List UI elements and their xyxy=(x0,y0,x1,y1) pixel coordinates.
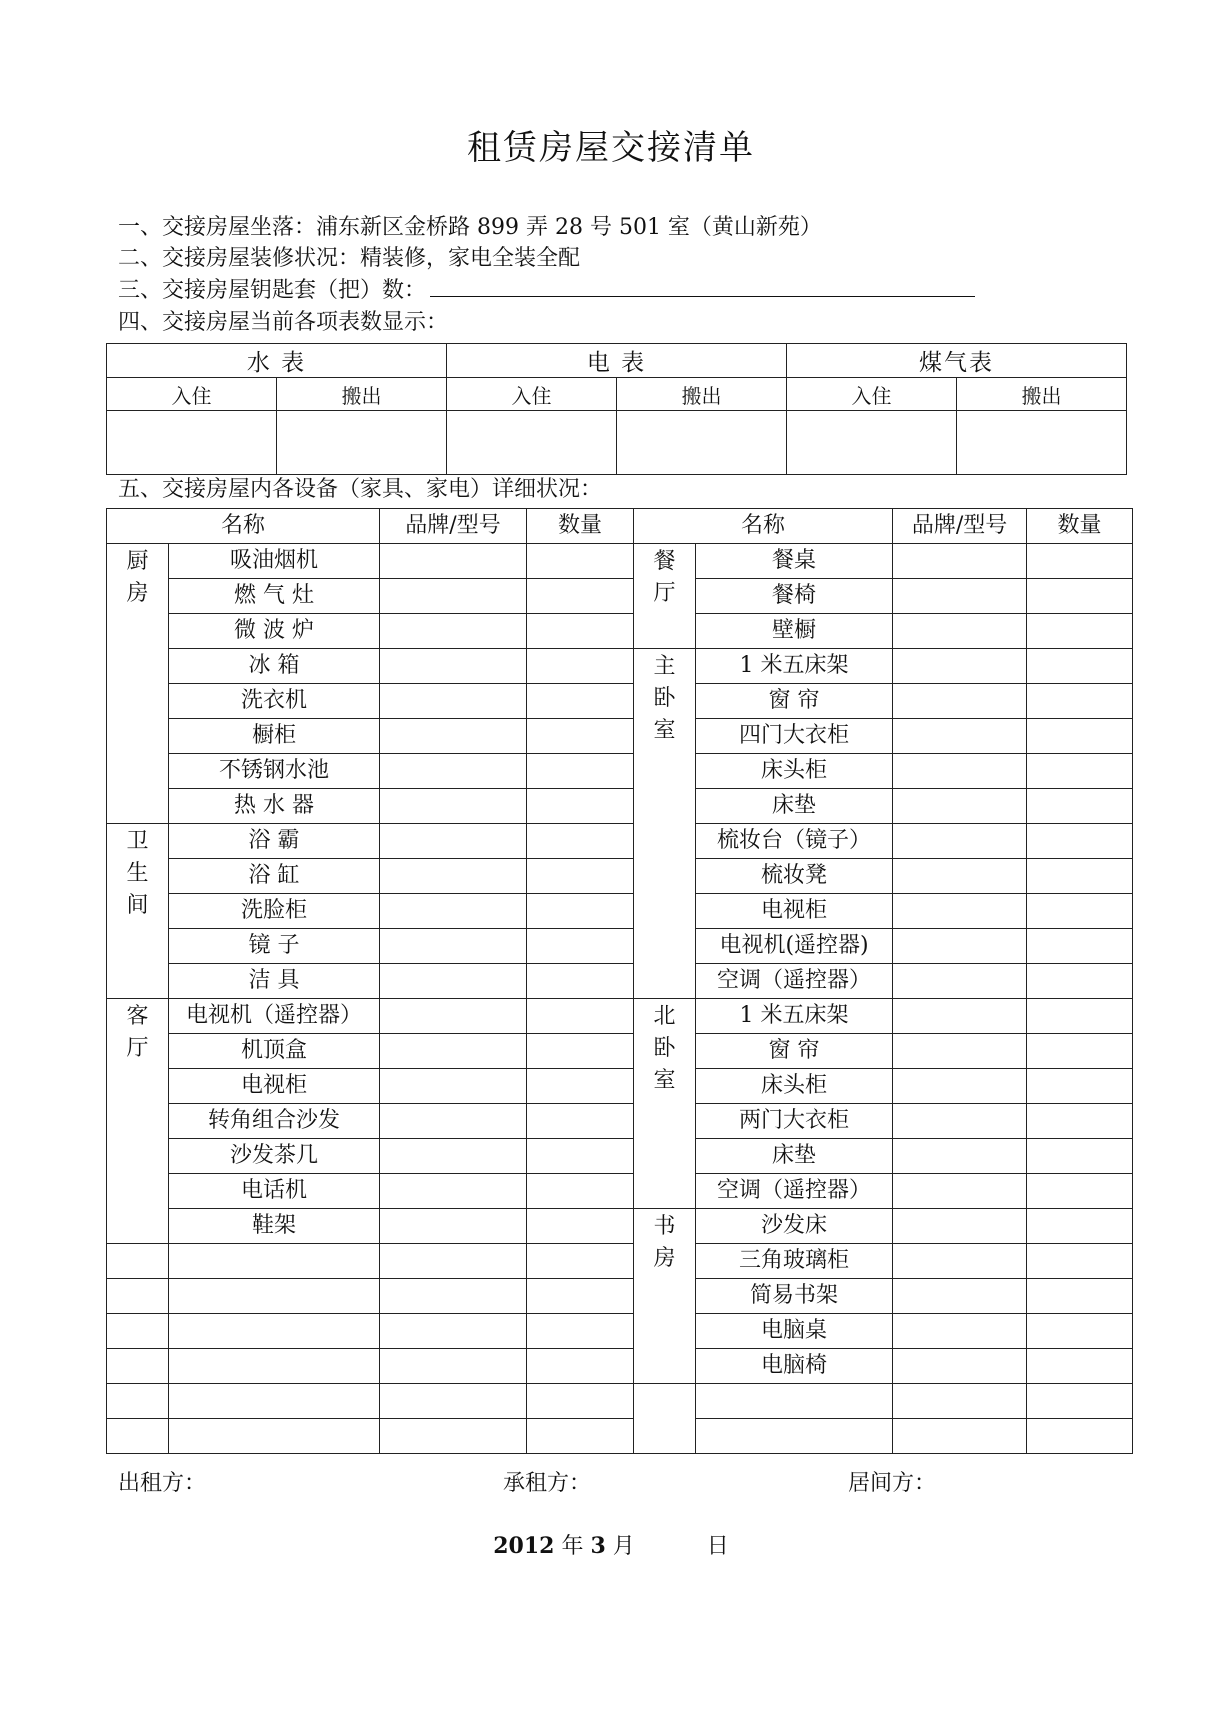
water-move-in-cell[interactable] xyxy=(107,411,277,475)
quantity-cell[interactable] xyxy=(527,1349,634,1384)
quantity-cell[interactable] xyxy=(1027,1034,1133,1069)
item-name-cell: 镜 子 xyxy=(169,929,380,964)
date-year-label: 年 xyxy=(561,1534,584,1559)
table-row xyxy=(107,544,1133,579)
gas-move-out-cell[interactable] xyxy=(957,411,1127,475)
quantity-cell[interactable] xyxy=(527,1069,634,1104)
room-category-cell[interactable] xyxy=(634,1384,696,1454)
room-category-cell[interactable] xyxy=(107,1349,169,1384)
item-name-cell: 机顶盒 xyxy=(169,1034,380,1069)
brand-model-cell[interactable] xyxy=(893,1139,1027,1174)
gas-move-in-cell[interactable] xyxy=(787,411,957,475)
quantity-cell[interactable] xyxy=(527,544,634,579)
section-keys-label: 三、交接房屋钥匙套（把）数： xyxy=(118,278,427,303)
brand-model-cell[interactable] xyxy=(893,1174,1027,1209)
brand-model-cell[interactable] xyxy=(893,579,1027,614)
brand-model-cell[interactable] xyxy=(893,894,1027,929)
brand-model-cell[interactable] xyxy=(893,1384,1027,1419)
quantity-cell[interactable] xyxy=(1027,1069,1133,1104)
brand-model-cell[interactable] xyxy=(380,719,527,754)
meter-reading-table xyxy=(106,343,1127,475)
item-name-cell: 空调（遥控器） xyxy=(696,964,893,999)
item-name-cell[interactable] xyxy=(169,1279,380,1314)
keys-count-blank[interactable] xyxy=(430,278,975,297)
quantity-cell[interactable] xyxy=(1027,1349,1133,1384)
item-name-cell: 冰 箱 xyxy=(169,649,380,684)
item-name-cell: 梳妆台（镜子） xyxy=(696,824,893,859)
quantity-cell[interactable] xyxy=(1027,614,1133,649)
table-row xyxy=(107,649,1133,684)
agent-signature-label: 居间方： xyxy=(848,1471,937,1496)
quantity-cell[interactable] xyxy=(527,1279,634,1314)
table-row xyxy=(107,1209,1133,1244)
quantity-cell[interactable] xyxy=(1027,1419,1133,1454)
quantity-cell[interactable] xyxy=(527,754,634,789)
brand-model-cell[interactable] xyxy=(893,1279,1027,1314)
quantity-cell[interactable] xyxy=(1027,1174,1133,1209)
quantity-cell[interactable] xyxy=(527,1104,634,1139)
left-brand-header: 品牌/型号 xyxy=(380,509,527,544)
quantity-cell[interactable] xyxy=(527,649,634,684)
quantity-cell[interactable] xyxy=(527,1244,634,1279)
room-category-cell: 主 卧 室 xyxy=(634,649,696,999)
room-category-cell[interactable] xyxy=(107,1314,169,1349)
item-name-cell: 窗 帘 xyxy=(696,684,893,719)
brand-model-cell[interactable] xyxy=(380,1139,527,1174)
brand-model-cell[interactable] xyxy=(893,1104,1027,1139)
brand-model-cell[interactable] xyxy=(893,754,1027,789)
quantity-cell[interactable] xyxy=(527,789,634,824)
water-move-out-label: 搬出 xyxy=(277,378,447,411)
quantity-cell[interactable] xyxy=(527,929,634,964)
item-name-cell: 洁 具 xyxy=(169,964,380,999)
table-row xyxy=(107,614,1133,649)
item-name-cell: 热 水 器 xyxy=(169,789,380,824)
date-day-label: 日 xyxy=(706,1534,729,1559)
item-name-cell[interactable] xyxy=(169,1244,380,1279)
date-year: 2012 xyxy=(493,1533,555,1559)
item-name-cell: 吸油烟机 xyxy=(169,544,380,579)
table-row xyxy=(107,684,1133,719)
item-name-cell: 简易书架 xyxy=(696,1279,893,1314)
quantity-cell[interactable] xyxy=(1027,789,1133,824)
date-month-label: 月 xyxy=(612,1534,635,1559)
electric-move-in-label: 入住 xyxy=(447,378,617,411)
table-row xyxy=(107,999,1133,1034)
quantity-cell[interactable] xyxy=(527,1034,634,1069)
brand-model-cell[interactable] xyxy=(893,719,1027,754)
brand-model-cell[interactable] xyxy=(380,579,527,614)
item-name-cell: 两门大衣柜 xyxy=(696,1104,893,1139)
quantity-cell[interactable] xyxy=(527,1209,634,1244)
brand-model-cell[interactable] xyxy=(893,964,1027,999)
room-category-cell[interactable] xyxy=(107,1419,169,1454)
brand-model-cell[interactable] xyxy=(893,999,1027,1034)
item-name-cell: 床垫 xyxy=(696,1139,893,1174)
item-name-cell: 电话机 xyxy=(169,1174,380,1209)
item-name-cell: 不锈钢水池 xyxy=(169,754,380,789)
table-row xyxy=(107,1034,1133,1069)
quantity-cell[interactable] xyxy=(1027,1139,1133,1174)
item-name-cell: 1 米五床架 xyxy=(696,649,893,684)
item-name-cell: 沙发茶几 xyxy=(169,1139,380,1174)
quantity-cell[interactable] xyxy=(527,614,634,649)
room-category-cell[interactable] xyxy=(107,1244,169,1279)
item-name-cell: 洗衣机 xyxy=(169,684,380,719)
brand-model-cell[interactable] xyxy=(380,999,527,1034)
quantity-cell[interactable] xyxy=(1027,894,1133,929)
brand-model-cell[interactable] xyxy=(380,1104,527,1139)
section-decoration: 二、交接房屋装修状况：精装修，家电全装全配 xyxy=(118,246,581,271)
quantity-cell[interactable] xyxy=(527,719,634,754)
item-name-cell: 燃 气 灶 xyxy=(169,579,380,614)
brand-model-cell[interactable] xyxy=(380,894,527,929)
brand-model-cell[interactable] xyxy=(380,754,527,789)
quantity-cell[interactable] xyxy=(1027,719,1133,754)
quantity-cell[interactable] xyxy=(527,824,634,859)
brand-model-cell[interactable] xyxy=(893,1314,1027,1349)
table-row xyxy=(107,1104,1133,1139)
quantity-cell[interactable] xyxy=(527,964,634,999)
item-name-cell: 电视机（遥控器） xyxy=(169,999,380,1034)
section-meters: 四、交接房屋当前各项表数显示： xyxy=(118,310,449,335)
table-row xyxy=(107,1349,1133,1384)
item-name-cell: 床头柜 xyxy=(696,1069,893,1104)
item-name-cell[interactable] xyxy=(169,1314,380,1349)
quantity-cell[interactable] xyxy=(1027,1279,1133,1314)
quantity-cell[interactable] xyxy=(1027,1209,1133,1244)
gas-move-out-label: 搬出 xyxy=(957,378,1127,411)
table-row xyxy=(107,1139,1133,1174)
brand-model-cell[interactable] xyxy=(380,684,527,719)
water-meter-header: 水 表 xyxy=(107,344,447,378)
table-row xyxy=(107,1384,1133,1419)
quantity-cell[interactable] xyxy=(1027,964,1133,999)
brand-model-cell[interactable] xyxy=(380,1314,527,1349)
table-row xyxy=(107,1174,1133,1209)
quantity-cell[interactable] xyxy=(1027,1314,1133,1349)
item-name-cell: 梳妆凳 xyxy=(696,859,893,894)
room-category-cell: 北 卧 室 xyxy=(634,999,696,1209)
brand-model-cell[interactable] xyxy=(380,1034,527,1069)
quantity-cell[interactable] xyxy=(527,579,634,614)
item-name-cell: 窗 帘 xyxy=(696,1034,893,1069)
quantity-cell[interactable] xyxy=(527,684,634,719)
item-name-cell: 空调（遥控器） xyxy=(696,1174,893,1209)
quantity-cell[interactable] xyxy=(527,1384,634,1419)
item-name-cell: 洗脸柜 xyxy=(169,894,380,929)
table-row xyxy=(107,929,1133,964)
brand-model-cell[interactable] xyxy=(380,544,527,579)
item-name-cell: 鞋架 xyxy=(169,1209,380,1244)
section-keys xyxy=(118,276,975,306)
item-name-cell: 沙发床 xyxy=(696,1209,893,1244)
brand-model-cell[interactable] xyxy=(893,1244,1027,1279)
item-name-cell: 餐桌 xyxy=(696,544,893,579)
item-name-cell: 浴 霸 xyxy=(169,824,380,859)
brand-model-cell[interactable] xyxy=(893,684,1027,719)
brand-model-cell[interactable] xyxy=(380,929,527,964)
water-move-out-cell[interactable] xyxy=(277,411,447,475)
brand-model-cell[interactable] xyxy=(893,859,1027,894)
room-category-cell: 卫 生 间 xyxy=(107,824,169,999)
electric-move-in-cell[interactable] xyxy=(447,411,617,475)
quantity-cell[interactable] xyxy=(1027,824,1133,859)
quantity-cell[interactable] xyxy=(527,1174,634,1209)
brand-model-cell[interactable] xyxy=(893,789,1027,824)
table-row xyxy=(107,579,1133,614)
table-row xyxy=(107,824,1133,859)
item-name-cell: 床头柜 xyxy=(696,754,893,789)
brand-model-cell[interactable] xyxy=(380,1174,527,1209)
item-name-cell: 微 波 炉 xyxy=(169,614,380,649)
brand-model-cell[interactable] xyxy=(380,789,527,824)
quantity-cell[interactable] xyxy=(1027,649,1133,684)
landlord-signature-label: 出租方： xyxy=(118,1471,207,1496)
brand-model-cell[interactable] xyxy=(893,1069,1027,1104)
left-name-header: 名称 xyxy=(107,509,380,544)
quantity-cell[interactable] xyxy=(1027,684,1133,719)
table-row xyxy=(107,859,1133,894)
quantity-cell[interactable] xyxy=(1027,999,1133,1034)
gas-meter-header: 煤气表 xyxy=(787,344,1127,378)
quantity-cell[interactable] xyxy=(527,1314,634,1349)
right-name-header: 名称 xyxy=(634,509,893,544)
brand-model-cell[interactable] xyxy=(893,1349,1027,1384)
brand-model-cell[interactable] xyxy=(893,614,1027,649)
right-qty-header: 数量 xyxy=(1027,509,1133,544)
date-month: 3 xyxy=(590,1533,606,1559)
brand-model-cell[interactable] xyxy=(380,1279,527,1314)
table-row xyxy=(107,1244,1133,1279)
brand-model-cell[interactable] xyxy=(380,1419,527,1454)
equipment-header-row xyxy=(107,509,1133,544)
page-title: 租赁房屋交接清单 xyxy=(467,128,755,168)
electric-move-out-cell[interactable] xyxy=(617,411,787,475)
brand-model-cell[interactable] xyxy=(380,614,527,649)
table-row xyxy=(107,1069,1133,1104)
item-name-cell: 电脑椅 xyxy=(696,1349,893,1384)
quantity-cell[interactable] xyxy=(527,859,634,894)
electric-move-out-label: 搬出 xyxy=(617,378,787,411)
brand-model-cell[interactable] xyxy=(893,649,1027,684)
quantity-cell[interactable] xyxy=(527,894,634,929)
room-category-cell: 餐 厅 xyxy=(634,544,696,649)
brand-model-cell[interactable] xyxy=(380,649,527,684)
item-name-cell[interactable] xyxy=(169,1419,380,1454)
gas-move-in-label: 入住 xyxy=(787,378,957,411)
table-row xyxy=(107,1279,1133,1314)
item-name-cell: 三角玻璃柜 xyxy=(696,1244,893,1279)
item-name-cell: 橱柜 xyxy=(169,719,380,754)
brand-model-cell[interactable] xyxy=(893,824,1027,859)
table-row xyxy=(107,789,1133,824)
table-row xyxy=(107,719,1133,754)
item-name-cell: 餐椅 xyxy=(696,579,893,614)
quantity-cell[interactable] xyxy=(1027,579,1133,614)
table-row xyxy=(107,754,1133,789)
item-name-cell: 壁橱 xyxy=(696,614,893,649)
room-category-cell: 客 厅 xyxy=(107,999,169,1244)
item-name-cell: 床垫 xyxy=(696,789,893,824)
brand-model-cell[interactable] xyxy=(380,1244,527,1279)
right-brand-header: 品牌/型号 xyxy=(893,509,1027,544)
brand-model-cell[interactable] xyxy=(380,1384,527,1419)
room-category-cell[interactable] xyxy=(107,1279,169,1314)
table-row xyxy=(107,1419,1133,1454)
table-row xyxy=(107,1314,1133,1349)
tenant-signature-label: 承租方： xyxy=(503,1471,592,1496)
brand-model-cell[interactable] xyxy=(380,1209,527,1244)
item-name-cell[interactable] xyxy=(696,1384,893,1419)
brand-model-cell[interactable] xyxy=(893,544,1027,579)
room-category-cell: 厨 房 xyxy=(107,544,169,824)
item-name-cell: 转角组合沙发 xyxy=(169,1104,380,1139)
quantity-cell[interactable] xyxy=(1027,859,1133,894)
section-location: 一、交接房屋坐落：浦东新区金桥路 899 弄 28 号 501 室（黄山新苑） xyxy=(118,215,822,240)
quantity-cell[interactable] xyxy=(1027,1104,1133,1139)
brand-model-cell[interactable] xyxy=(893,1209,1027,1244)
quantity-cell[interactable] xyxy=(1027,754,1133,789)
left-qty-header: 数量 xyxy=(527,509,634,544)
item-name-cell: 电视柜 xyxy=(169,1069,380,1104)
item-name-cell[interactable] xyxy=(696,1419,893,1454)
item-name-cell: 电视机(遥控器) xyxy=(696,929,893,964)
quantity-cell[interactable] xyxy=(1027,544,1133,579)
room-category-cell: 书 房 xyxy=(634,1209,696,1384)
table-row xyxy=(107,964,1133,999)
quantity-cell[interactable] xyxy=(1027,929,1133,964)
water-move-in-label: 入住 xyxy=(107,378,277,411)
item-name-cell: 电视柜 xyxy=(696,894,893,929)
item-name-cell[interactable] xyxy=(169,1384,380,1419)
document-date xyxy=(0,1529,1222,1560)
section-equipment: 五、交接房屋内各设备（家具、家电）详细状况： xyxy=(118,477,603,502)
brand-model-cell[interactable] xyxy=(380,859,527,894)
item-name-cell: 四门大衣柜 xyxy=(696,719,893,754)
brand-model-cell[interactable] xyxy=(380,1069,527,1104)
quantity-cell[interactable] xyxy=(1027,1244,1133,1279)
quantity-cell[interactable] xyxy=(527,999,634,1034)
item-name-cell: 电脑桌 xyxy=(696,1314,893,1349)
brand-model-cell[interactable] xyxy=(380,824,527,859)
brand-model-cell[interactable] xyxy=(380,964,527,999)
quantity-cell[interactable] xyxy=(527,1419,634,1454)
item-name-cell: 1 米五床架 xyxy=(696,999,893,1034)
equipment-table xyxy=(106,508,1133,1454)
brand-model-cell[interactable] xyxy=(893,1034,1027,1069)
room-category-cell[interactable] xyxy=(107,1384,169,1419)
brand-model-cell[interactable] xyxy=(893,1419,1027,1454)
table-row xyxy=(107,894,1133,929)
electric-meter-header: 电 表 xyxy=(447,344,787,378)
item-name-cell[interactable] xyxy=(169,1349,380,1384)
quantity-cell[interactable] xyxy=(527,1139,634,1174)
brand-model-cell[interactable] xyxy=(380,1349,527,1384)
item-name-cell: 浴 缸 xyxy=(169,859,380,894)
quantity-cell[interactable] xyxy=(1027,1384,1133,1419)
brand-model-cell[interactable] xyxy=(893,929,1027,964)
